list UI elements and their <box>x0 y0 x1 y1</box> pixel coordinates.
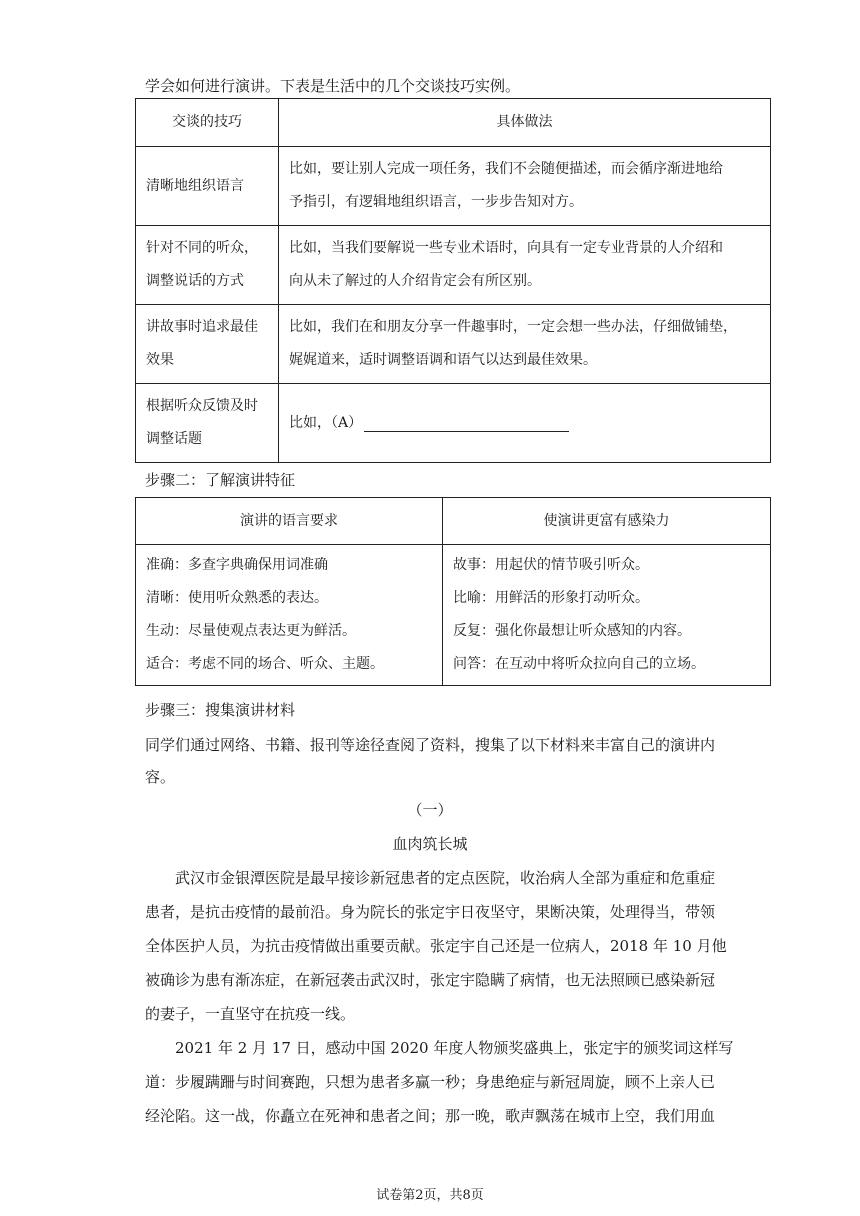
paragraph-line: 被确诊为患有渐冻症，在新冠袭击武汉时，张定宇隐瞒了病情，也无法照顾已感染新冠 <box>145 971 716 989</box>
header-appeal: 使演讲更富有感染力 <box>443 498 771 545</box>
article-title: 血肉筑长城 <box>392 835 468 853</box>
header-skill: 交谈的技巧 <box>136 99 279 147</box>
method-text: 比如，我们在和朋友分享一件趣事时，一定会想一些办法，仔细做铺垫， <box>289 319 737 335</box>
list-item: 准确：多查字典确保用词准确 <box>146 557 328 573</box>
table-row <box>136 226 771 305</box>
table-row <box>136 545 771 686</box>
method-text: 比如，当我们要解说一些专业术语时，向具有一定专业背景的人介绍和 <box>289 240 723 256</box>
list-item: 清晰：使用听众熟悉的表达。 <box>146 590 328 606</box>
paragraph-line: 全体医护人员，为抗击疫情做出重要贡献。张定宇自己还是一位病人，2018 年 10 月他 <box>145 937 727 955</box>
table-header-row <box>136 99 771 147</box>
header-method: 具体做法 <box>279 99 771 147</box>
method-text: 予指引，有逻辑地组织语言，一步步告知对方。 <box>289 194 583 210</box>
method-text: 向从未了解过的人介绍肯定会有所区别。 <box>289 273 541 289</box>
list-item: 适合：考虑不同的场合、听众、主题。 <box>146 656 384 672</box>
step2-title: 步骤二：了解演讲特征 <box>145 471 296 489</box>
conversation-skills-table <box>135 98 771 463</box>
list-item: 生动：尽量使观点表达更为鲜活。 <box>146 623 356 639</box>
paragraph-line: 道：步履蹒跚与时间赛跑，只想为患者多赢一秒；身患绝症与新冠周旋，顾不上亲人已 <box>145 1073 716 1091</box>
paragraph-line: 武汉市金银潭医院是最早接诊新冠患者的定点医院，收治病人全部为重症和危重症 <box>175 869 716 887</box>
table-row <box>136 305 771 384</box>
skill-text: 调整话题 <box>146 431 202 447</box>
answer-blank-a[interactable] <box>364 413 569 432</box>
paragraph-line: 患者，是抗击疫情的最前沿。身为院长的张定宇日夜坚守，果断决策，处理得当，带领 <box>145 903 716 921</box>
list-item: 故事：用起伏的情节吸引听众。 <box>453 557 649 573</box>
list-item: 问答：在互动中将听众拉向自己的立场。 <box>453 656 705 672</box>
header-language: 演讲的语言要求 <box>136 498 443 545</box>
step3-title: 步骤三：搜集演讲材料 <box>145 701 296 719</box>
page-footer: 试卷第2页，共8页 <box>376 1188 484 1203</box>
table-row <box>136 147 771 226</box>
section-number: （一） <box>407 801 453 819</box>
list-item: 反复：强化你最想让听众感知的内容。 <box>453 623 691 639</box>
skill-text: 根据听众反馈及时 <box>146 398 258 414</box>
skill-text: 调整说话的方式 <box>146 273 244 289</box>
intro-line: 学会如何进行演讲。下表是生活中的几个交谈技巧实例。 <box>145 77 521 95</box>
skill-text: 针对不同的听众， <box>146 240 258 256</box>
table-row <box>136 384 771 463</box>
list-item: 比喻：用鲜活的形象打动听众。 <box>453 590 649 606</box>
step3-text: 容。 <box>145 768 176 786</box>
skill-text: 效果 <box>146 352 174 368</box>
paragraph-line: 的妻子，一直坚守在抗疫一线。 <box>145 1005 356 1023</box>
step3-text: 同学们通过网络、书籍、报刊等途径查阅了资料，搜集了以下材料来丰富自己的演讲内 <box>145 736 716 754</box>
method-text: 比如，（A） <box>289 414 363 431</box>
table-header-row <box>136 498 771 545</box>
skill-text: 清晰地组织语言 <box>146 177 244 194</box>
skill-text: 讲故事时追求最佳 <box>146 319 258 335</box>
method-text: 比如，要让别人完成一项任务，我们不会随便描述，而会循序渐进地给 <box>289 161 723 177</box>
paragraph-line: 2021 年 2 月 17 日，感动中国 2020 年度人物颁奖盛典上，张定宇的颁奖词这样写 <box>175 1039 734 1057</box>
method-text: 娓娓道来，适时调整语调和语气以达到最佳效果。 <box>289 352 597 368</box>
speech-features-table <box>135 497 771 686</box>
paragraph-line: 经沦陷。这一战，你矗立在死神和患者之间；那一晚，歌声飘荡在城市上空，我们用血 <box>145 1107 716 1125</box>
